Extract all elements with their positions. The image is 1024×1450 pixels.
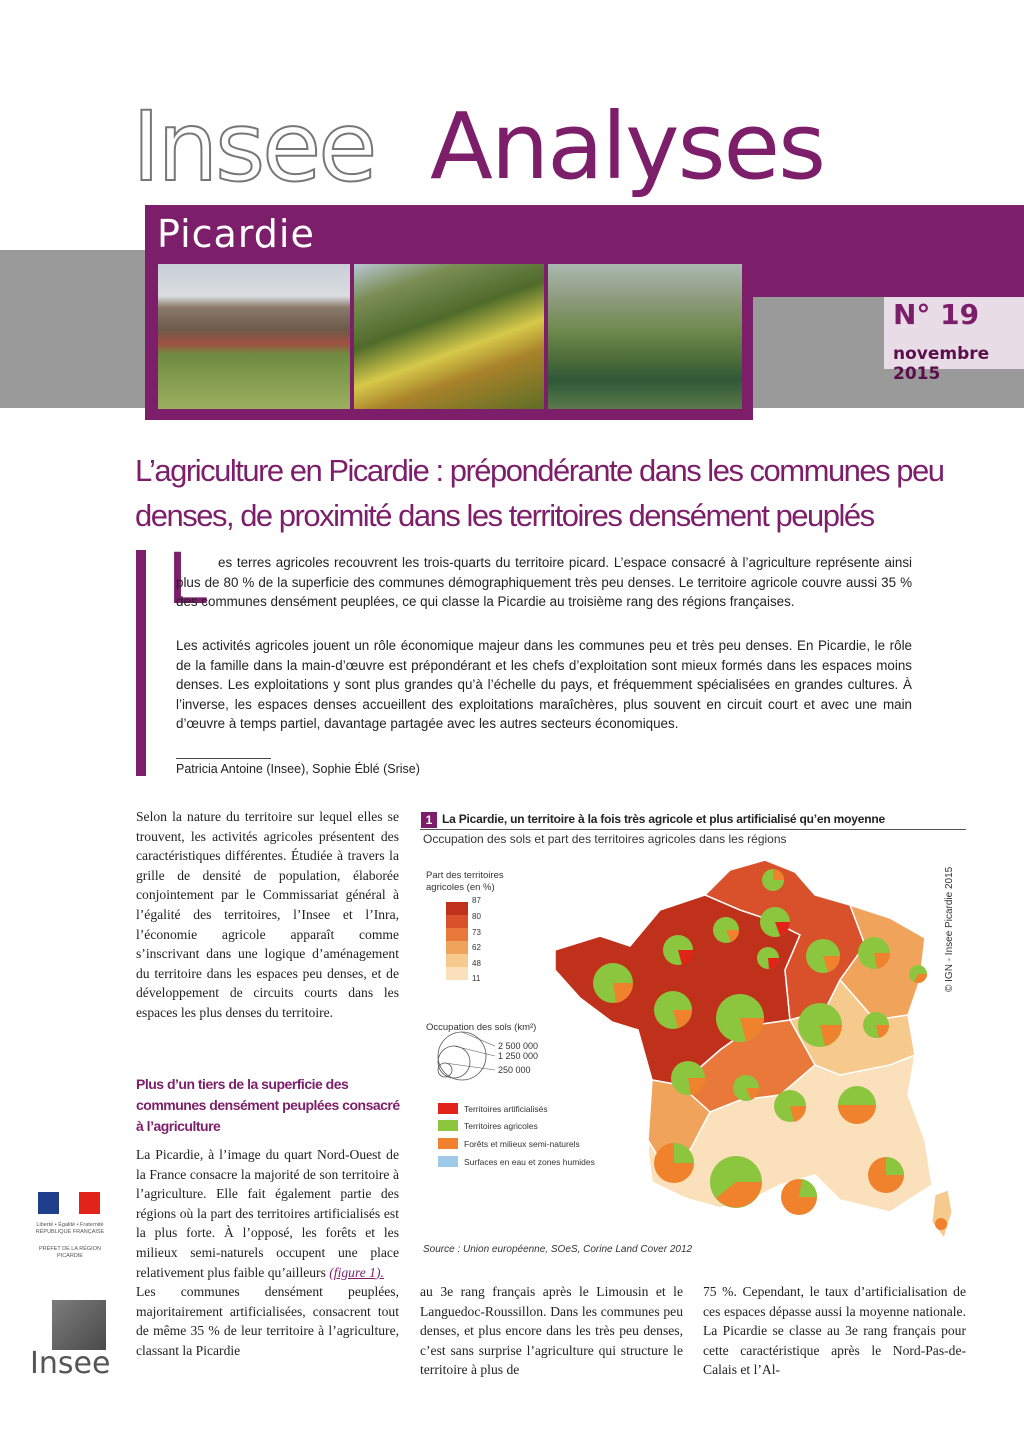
legend-swatch-agricultural: [438, 1120, 458, 1131]
legend-share-swatches: [446, 902, 468, 980]
body-text: La Picardie, à l’image du quart Nord-Ouest de la France consacre la majorité de son territoire à l’agriculture. Elle fait également partie des régions où la part des territoires artificialisés est la plus forte. À l’opposé, les forêts et les milieux semi-naturels occupent une place relativement plus faible qu’ailleurs: [136, 1147, 399, 1280]
authors: Patricia Antoine (Insee), Sophie Éblé (Srise): [176, 762, 420, 776]
cover-photo-countryside: [354, 264, 544, 409]
legend-label-artificial: Territoires artificialisés: [464, 1104, 548, 1114]
legend-break-5: 48: [472, 959, 481, 968]
legend-break-1: 87: [472, 896, 481, 905]
figure-subtitle: Occupation des sols et part des territoires agricoles dans les régions: [423, 832, 787, 846]
legend-share-title-1: Part des territoires: [426, 870, 504, 881]
legend-size-3: 250 000: [498, 1065, 531, 1075]
french-flag-icon: [38, 1192, 100, 1214]
legend-label-agricultural: Territoires agricoles: [464, 1121, 538, 1131]
legend-size-1: 2 500 000: [498, 1041, 539, 1051]
lead-paragraph-1: es terres agricoles recouvrent les trois-quarts du territoire picard. L’espace consacré à l’agriculture représente ainsi plus de 80 % de la superficie des communes démographiquement très peu denses. Le territoire agricole couvre aussi 35 % des communes densément peuplées, ce qui classe la Picardie au troisième rang des régions françaises.: [176, 555, 912, 609]
issue-number: N° 19: [893, 298, 980, 331]
brand-analyses: Analyses: [430, 93, 825, 200]
legend-label-water: Surfaces en eau et zones humides: [464, 1157, 595, 1167]
prefet-text: PRÉFET DE LA RÉGION PICARDIE: [39, 1246, 101, 1259]
body-text-dense: Les communes densément peuplées, majoritairement artificialisées, consacrent tout de même 35 % de leur territoire à l’agriculture, classant la Picardie: [136, 1284, 399, 1358]
figure-reference-link[interactable]: (figure 1).: [329, 1264, 384, 1280]
legend-swatch-artificial: [438, 1103, 458, 1114]
insee-logo-word: Insee: [30, 1346, 111, 1381]
figure-source: Source : Union européenne, SOeS, Corine Land Cover 2012: [423, 1244, 693, 1255]
issue-date: novembre 2015: [893, 344, 990, 384]
figure-copyright: © IGN - Insee Picardie 2015: [944, 866, 955, 992]
legend-break-2: 80: [472, 912, 481, 921]
lead-dropcap: L: [168, 536, 210, 619]
body-column-2: au 3e rang français après le Limousin et le Languedoc-Roussillon. Dans les communes peu denses, et plus encore dans les très peu denses, c’est sans surprise l’agriculture qui structure le territoire à plus de: [420, 1284, 683, 1378]
figure-rule: [420, 829, 966, 830]
article-title: L’agriculture en Picardie : prépondérante dans les communes peu denses, de proximité dans les territoires densément peuplés: [135, 453, 944, 533]
legend-swatch-forest: [438, 1138, 458, 1149]
cover-photo-aerial: [548, 264, 742, 409]
section-subheading: Plus d’un tiers de la superficie des communes densément peuplées consacré à l’agriculture: [136, 1076, 400, 1134]
legend-size-title: Occupation des sols (km²): [426, 1022, 537, 1033]
body-paragraph-picardie: [136, 1145, 399, 1361]
legend-swatch-water: [438, 1156, 458, 1167]
insee-logo-icon: [52, 1300, 106, 1350]
legend-size-2: 1 250 000: [498, 1051, 539, 1061]
lead-paragraph-2: Les activités agricoles jouent un rôle économique majeur dans les communes peu et très peu denses. En Picardie, le rôle de la famille dans la main-d’œuvre est prépondérant et les chefs d’exploitation sont mieux formés dans les espaces moins denses. Les exploitations y sont plus grandes qu’à l’échelle du pays, et fréquemment spécialisées en grandes cultures. À l’inverse, les espaces denses accueillent des exploitations maraîchères, plus souvent en circuit court et avec une main d’œuvre à temps partiel, davantage partagée avec les autres secteurs économiques.: [176, 638, 912, 731]
legend-share-title-2: agricoles (en %): [426, 882, 495, 893]
lead-accent-bar: [136, 550, 146, 776]
legend-break-6: 11: [472, 974, 481, 983]
legend-break-3: 73: [472, 928, 481, 937]
body-column-3: 75 %. Cependant, le taux d’artificialisation de ces espaces dépasse aussi la moyenne nationale. La Picardie se classe au 3e rang français pour cette caractéristique après le Nord-Pas-de-Calais et l’Al-: [703, 1284, 966, 1378]
figure-title: La Picardie, un territoire à la fois très agricole et plus artificialisé qu’en moyenne: [442, 812, 885, 826]
figure-number: 1: [421, 812, 437, 828]
republique-francaise-logo: [30, 1188, 110, 1270]
brand-insee: Insee: [132, 91, 375, 203]
region-name: Picardie: [157, 212, 315, 256]
authors-rule: [176, 758, 271, 759]
cover-photo-town: [158, 264, 350, 409]
legend-label-forest: Forêts et milieux semi-naturels: [464, 1139, 580, 1149]
legend-break-4: 62: [472, 943, 481, 952]
body-paragraph-intro: Selon la nature du territoire sur lequel elles se trouvent, les activités agricoles présentent des caractéristiques différentes. Étudiée à travers la grille de densité de population, élaborée conjointement par le Commissariat général à l’égalité des territoires, l’Insee et l’Inra, l’économie agricole apparaît comme s’inscrivant dans une logique d’aménagement du territoire dans les espaces peu denses, et de développement de circuits courts dans les espaces les plus denses du territoire.: [136, 809, 399, 1020]
republic-text: Liberté • Égalité • Fraternité RÉPUBLIQUE FRANÇAISE: [35, 1222, 105, 1235]
map-corsica: [932, 1190, 952, 1238]
france-region-map: [420, 850, 966, 1242]
